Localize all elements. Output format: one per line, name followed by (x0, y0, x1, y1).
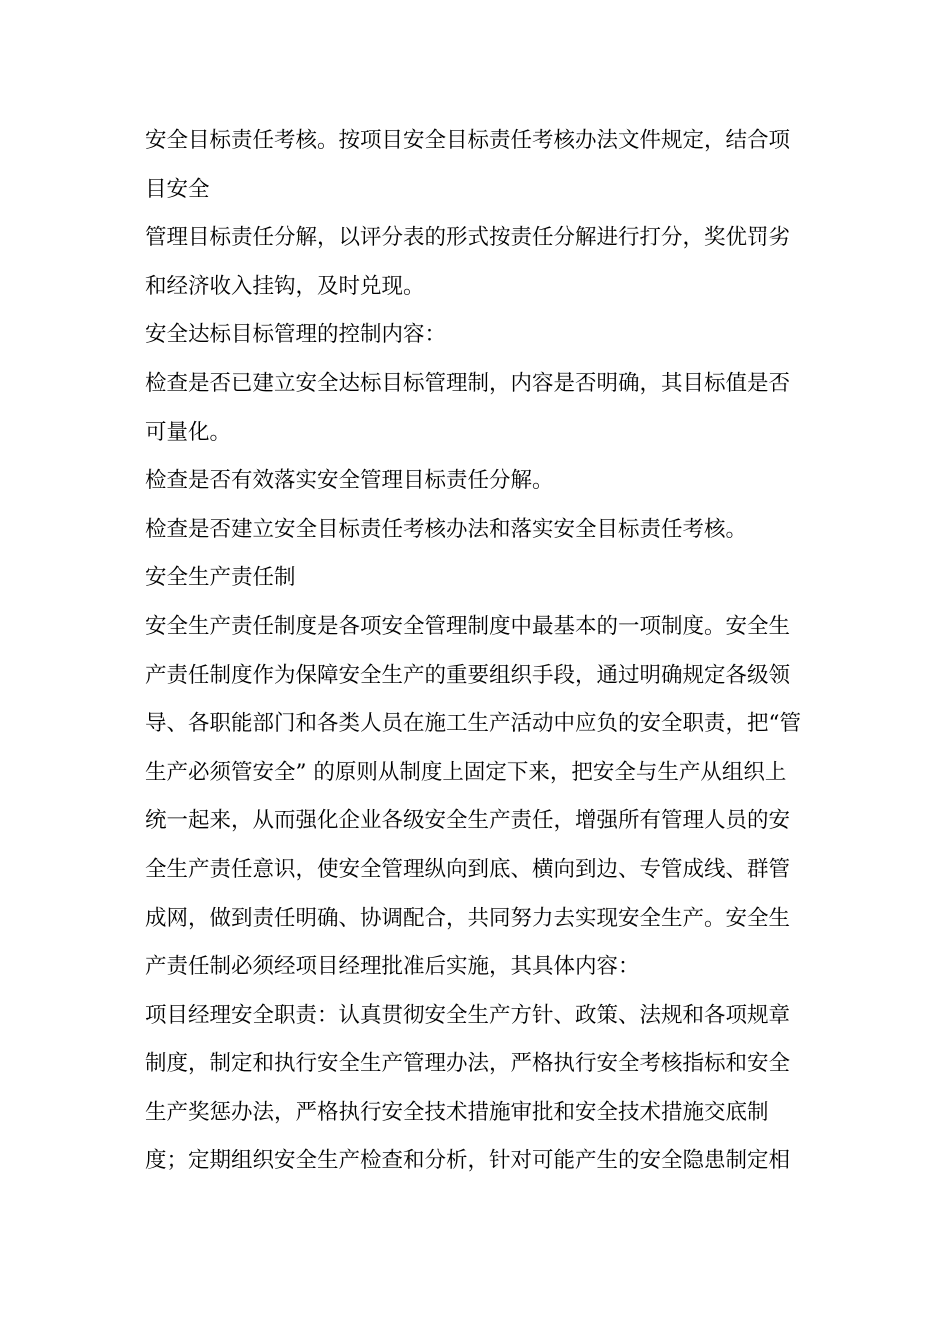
text-line: 检查是否有效落实安全管理目标责任分解。 (145, 468, 554, 494)
section-heading: 安全达标目标管理的控制内容： (145, 322, 447, 348)
text-line: 安全生产责任制度是各项安全管理制度中最基本的一项制度。安全生 (145, 613, 791, 639)
text-line: 导、各职能部门和各类人员在施工生产活动中应负的安全职责，把“管 (145, 711, 801, 737)
text-line: 产责任制度作为保障安全生产的重要组织手段，通过明确规定各级领 (145, 662, 791, 688)
document-body (145, 117, 807, 1186)
text-line: 全生产责任意识，使安全管理纵向到底、横向到边、专管成线、群管 (145, 856, 791, 882)
text-line: 制度，制定和执行安全生产管理办法，严格执行安全考核指标和安全 (145, 1051, 791, 1077)
text-line: 度；定期组织安全生产检查和分析，针对可能产生的安全隐患制定相 (145, 1148, 791, 1174)
text-line: 检查是否建立安全目标责任考核办法和落实安全目标责任考核。 (145, 516, 748, 542)
text-line: 管理目标责任分解，以评分表的形式按责任分解进行打分，奖优罚劣 (145, 225, 791, 251)
text-line: 检查是否已建立安全达标目标管理制，内容是否明确，其目标值是否 (145, 370, 791, 396)
text-line: 可量化。 (145, 419, 232, 445)
section-heading: 安全生产责任制 (145, 565, 296, 591)
text-line: 目安全 (145, 176, 210, 202)
text-line: 项目经理安全职责：认真贯彻安全生产方针、政策、法规和各项规章 (145, 1002, 791, 1028)
text-line: 安全目标责任考核。按项目安全目标责任考核办法文件规定，结合项 (145, 128, 791, 153)
text-line: 统一起来，从而强化企业各级安全生产责任，增强所有管理人员的安 (145, 808, 791, 834)
text-line: 生产奖惩办法，严格执行安全技术措施审批和安全技术措施交底制 (145, 1099, 769, 1125)
text-line: 和经济收入挂钩，及时兑现。 (145, 273, 425, 299)
text-line: 产责任制必须经项目经理批准后实施，其具体内容： (145, 954, 640, 980)
text-line: 生产必须管安全” 的原则从制度上固定下来，把安全与生产从组织上 (145, 759, 787, 785)
text-line: 成网，做到责任明确、协调配合，共同努力去实现安全生产。安全生 (145, 905, 791, 931)
